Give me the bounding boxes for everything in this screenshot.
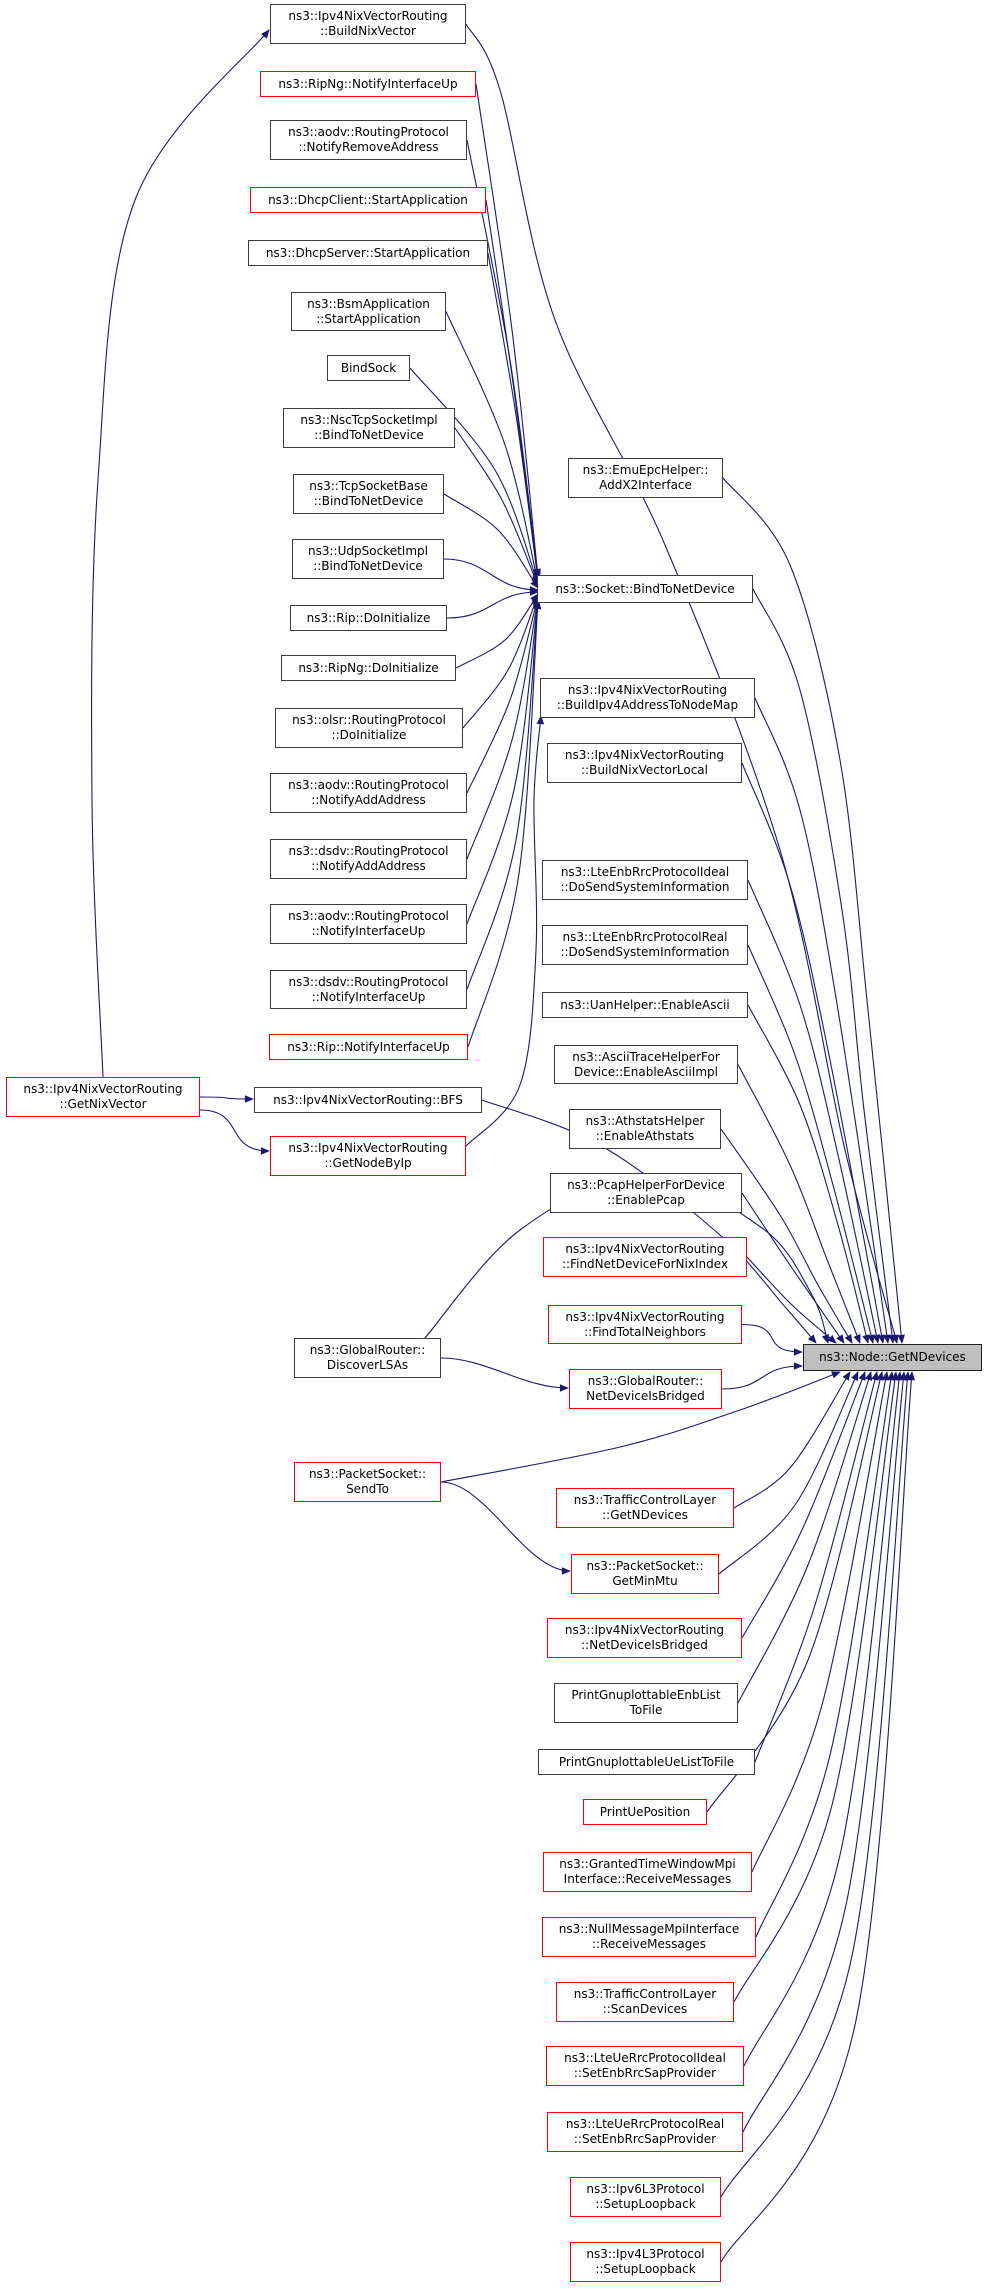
edge-rip-notifyinterfaceup-to-socket-bind — [468, 601, 538, 1047]
edge-getnixvector-to-bfs — [200, 1097, 253, 1099]
graph-node-label: ::SetupLoopback — [595, 2197, 696, 2211]
graph-node-print-enb[interactable] — [554, 1683, 738, 1723]
graph-node-label: ::EnableAthstats — [595, 1129, 695, 1143]
graph-node-dhcpclient-startapplication[interactable] — [250, 187, 486, 213]
edge-tcl-scan-to-getndevices — [734, 1372, 896, 2002]
edge-uan-enableascii-to-getndevices — [748, 1005, 868, 1343]
graph-node-lteenb-ideal[interactable] — [542, 860, 748, 900]
graph-node-label: ns3::Rip::NotifyInterfaceUp — [287, 1039, 450, 1054]
graph-node-label: ::DoSendSystemInformation — [560, 880, 730, 894]
graph-node-dsdv-notifyaddaddress[interactable] — [270, 839, 467, 879]
graph-node-label: ns3::UdpSocketImpl — [308, 544, 428, 558]
graph-node-udpsocketimpl-bind[interactable] — [292, 539, 444, 579]
graph-node-gr-bridged[interactable] — [569, 1369, 722, 1409]
graph-node-label: ns3::Ipv4NixVectorRouting — [565, 1242, 725, 1256]
graph-node-label: ::StartApplication — [316, 311, 421, 326]
graph-node-label: PrintGnuplottableUeListToFile — [558, 1754, 735, 1769]
graph-node-label: ns3::BsmApplication — [307, 296, 430, 311]
graph-node-label: ns3::RipNg::NotifyInterfaceUp — [278, 76, 458, 91]
graph-node-getnixvector[interactable] — [6, 1077, 200, 1117]
graph-node-bindsock[interactable] — [327, 355, 410, 381]
graph-node-label: ns3::UanHelper::EnableAscii — [560, 997, 730, 1012]
graph-node-label: ns3::GlobalRouter:: — [587, 1374, 704, 1388]
graph-node-label: ns3::dsdv::RoutingProtocol — [288, 974, 449, 989]
graph-node-label: ns3::Socket::BindToNetDevice — [555, 581, 735, 596]
graph-node-bsm-startapplication[interactable] — [291, 292, 446, 331]
graph-node-label: ns3::Ipv4NixVectorRouting — [567, 683, 728, 697]
graph-node-label: ::SetupLoopback — [595, 2262, 696, 2276]
graph-node-uan-enableascii[interactable] — [542, 992, 748, 1018]
edge-granted-mpi-to-getndevices — [752, 1372, 887, 1872]
graph-node-discoverlsas[interactable] — [294, 1338, 441, 1378]
graph-node-label: PrintGnuplottableEnbList — [571, 1688, 721, 1702]
graph-node-label: ns3::LteEnbRrcProtocolIdeal — [560, 865, 730, 879]
edge-ascii-impl-to-getndevices — [738, 1065, 860, 1344]
graph-node-label: ::BindToNetDevice — [314, 428, 424, 442]
graph-node-label: ns3::Ipv6L3Protocol — [586, 2182, 705, 2196]
edge-gr-bridged-to-getndevices — [722, 1366, 802, 1389]
graph-node-pcap[interactable] — [550, 1173, 742, 1213]
graph-node-rip-notifyinterfaceup[interactable] — [269, 1034, 468, 1060]
graph-node-label: ns3::TrafficControlLayer — [573, 1493, 717, 1507]
graph-node-label: ::NotifyAddAddress — [311, 859, 426, 873]
graph-node-label: ::FindNetDeviceForNixIndex — [562, 1257, 728, 1271]
graph-node-label: GetMinMtu — [612, 1574, 678, 1588]
graph-node-label: ns3::Ipv4L3Protocol — [586, 2247, 705, 2261]
graph-node-rip-doinitialize[interactable] — [290, 605, 447, 631]
edge-tcl-getndevices-to-getndevices — [734, 1372, 850, 1508]
edge-aodv-notifyinterfaceup-to-socket-bind — [467, 599, 538, 924]
graph-node-label: ns3::LteUeRrcProtocolIdeal — [564, 2051, 726, 2065]
graph-node-nullmsg-mpi[interactable] — [542, 1917, 756, 1957]
graph-node-dsdv-notifyinterfaceup[interactable] — [270, 970, 467, 1009]
graph-node-print-uepos[interactable] — [583, 1799, 707, 1825]
graph-node-label: SendTo — [346, 1482, 389, 1496]
edge-nix-bridged-to-getndevices — [742, 1372, 865, 1638]
graph-node-print-ue[interactable] — [538, 1749, 755, 1775]
edge-discoverlsas-to-gr-bridged — [441, 1358, 568, 1388]
graph-node-label: ns3::aodv::RoutingProtocol — [288, 778, 449, 792]
graph-node-label: ::BindToNetDevice — [313, 559, 423, 573]
graph-node-athstats[interactable] — [569, 1109, 721, 1149]
graph-node-label: ns3::DhcpClient::StartApplication — [268, 192, 468, 207]
graph-node-label: ns3::PacketSocket:: — [308, 1467, 427, 1481]
edge-print-enb-to-getndevices — [738, 1372, 871, 1703]
graph-node-label: ns3::GrantedTimeWindowMpi — [559, 1857, 736, 1871]
graph-node-aodv-notifyremoveaddress[interactable] — [270, 120, 467, 160]
graph-node-label: ns3::TrafficControlLayer — [573, 1987, 717, 2001]
graph-node-label: ns3::AthstatsHelper — [585, 1114, 705, 1128]
graph-node-lteue-real[interactable] — [547, 2112, 743, 2152]
edge-ripng-doinitialize-to-socket-bind — [456, 594, 538, 668]
edge-lteenb-real-to-getndevices — [748, 945, 873, 1343]
graph-node-label: ns3::olsr::RoutingProtocol — [292, 713, 446, 727]
graph-node-ipv6-loopback[interactable] — [570, 2177, 721, 2217]
graph-node-socket-bind[interactable] — [537, 575, 753, 603]
graph-node-build-map[interactable] — [540, 678, 755, 718]
graph-node-label: ::EnablePcap — [607, 1193, 685, 1207]
graph-node-aodv-notifyaddaddress[interactable] — [270, 773, 467, 813]
graph-node-label: Interface::ReceiveMessages — [563, 1872, 732, 1886]
graph-node-label: ns3::DhcpServer::StartApplication — [265, 245, 471, 260]
graph-node-label: ns3::PacketSocket:: — [586, 1559, 704, 1573]
graph-node-label: ::NotifyInterfaceUp — [311, 989, 426, 1004]
graph-node-label: ::SetEnbRrcSapProvider — [573, 2132, 717, 2146]
graph-node-getnodebyip[interactable] — [270, 1136, 466, 1176]
graph-node-build-local[interactable] — [547, 743, 742, 783]
graph-node-ps-getminmtu[interactable] — [571, 1554, 719, 1594]
graph-node-label: NetDeviceIsBridged — [586, 1389, 705, 1403]
graph-node-label: ns3::Ipv4NixVectorRouting — [564, 1623, 725, 1637]
edge-rip-doinitialize-to-socket-bind — [447, 592, 538, 618]
edge-sendto-to-ps-getminmtu — [441, 1482, 570, 1571]
graph-node-label: ns3::Ipv4NixVectorRouting — [564, 748, 725, 762]
graph-node-buildnixvector[interactable] — [270, 4, 466, 44]
graph-node-label: PrintUePosition — [599, 1804, 691, 1819]
graph-node-label: ::BindToNetDevice — [313, 494, 424, 508]
graph-node-label: ns3::Node::GetNDevices — [819, 1350, 966, 1364]
graph-node-label: ns3::LteUeRrcProtocolReal — [565, 2117, 725, 2131]
edge-ipv4-loopback-to-getndevices — [721, 1372, 912, 2262]
graph-node-nix-bridged[interactable] — [547, 1618, 742, 1658]
edge-socket-bind-to-getndevices — [753, 589, 893, 1343]
graph-node-label: ns3::aodv::RoutingProtocol — [288, 125, 449, 139]
graph-node-ripng-notifyinterfaceup[interactable] — [260, 71, 476, 97]
graph-node-label: ns3::NullMessageMpiInterface — [558, 1922, 740, 1936]
edge-getnixvector-to-buildnixvector — [92, 30, 269, 1077]
graph-node-label: ns3::GlobalRouter:: — [309, 1343, 426, 1357]
graph-node-label: ns3::PcapHelperForDevice — [567, 1178, 725, 1192]
graph-node-ascii-impl[interactable] — [554, 1045, 738, 1084]
graph-node-label: ::BuildIpv4AddressToNodeMap — [556, 698, 739, 712]
graph-node-tcl-scan[interactable] — [556, 1982, 734, 2022]
edge-getnixvector-to-getnodebyip — [200, 1110, 269, 1151]
graph-node-label: ::NotifyAddAddress — [311, 793, 426, 807]
graph-node-lteue-ideal[interactable] — [546, 2046, 744, 2086]
graph-node-label: ToFile — [629, 1703, 663, 1717]
graph-node-label: AddX2Interface — [599, 478, 692, 492]
graph-node-label: ns3::Rip::DoInitialize — [306, 610, 431, 625]
graph-node-bfs[interactable] — [254, 1087, 482, 1113]
graph-node-getndevices[interactable] — [803, 1344, 982, 1371]
graph-node-label: ns3::Ipv4NixVectorRouting — [288, 1141, 448, 1155]
graph-node-ipv4-loopback[interactable] — [570, 2242, 721, 2282]
graph-node-label: ::FindTotalNeighbors — [584, 1324, 706, 1339]
edge-dsdv-notifyaddaddress-to-socket-bind — [467, 598, 538, 859]
edge-find-total-to-getndevices — [742, 1325, 802, 1353]
graph-node-label: ns3::Ipv4NixVectorRouting::BFS — [273, 1092, 463, 1107]
edge-print-uepos-to-getndevices — [707, 1372, 882, 1812]
graph-node-label: ns3::LteEnbRrcProtocolReal — [562, 930, 728, 944]
graph-node-ripng-doinitialize[interactable] — [281, 655, 456, 681]
graph-node-label: ns3::Ipv4NixVectorRouting — [23, 1082, 183, 1096]
graph-node-tcl-getndevices[interactable] — [556, 1488, 734, 1528]
graph-node-label: ns3::NscTcpSocketImpl — [300, 413, 438, 427]
graph-node-label: ::BuildNixVector — [320, 24, 416, 38]
graph-node-label: BindSock — [340, 360, 397, 375]
graph-node-label: ::GetNodeByIp — [324, 1156, 412, 1170]
graph-node-label: ::ReceiveMessages — [592, 1937, 706, 1951]
graph-node-label: ::ScanDevices — [602, 2002, 688, 2016]
edge-getnodebyip-to-build-map — [466, 716, 541, 1146]
graph-node-label: ::BuildNixVectorLocal — [581, 763, 708, 777]
edge-build-local-to-getndevices — [742, 763, 883, 1343]
graph-node-label: ns3::RipNg::DoInitialize — [298, 660, 439, 675]
graph-node-label: ::GetNDevices — [602, 1508, 688, 1522]
graph-node-find-total[interactable] — [548, 1305, 742, 1344]
graph-node-label: ns3::TcpSocketBase — [309, 479, 428, 493]
graph-node-label: ::NotifyInterfaceUp — [311, 924, 426, 938]
edge-dhcpserver-startapplication-to-socket-bind — [488, 253, 538, 581]
graph-node-label: ns3::Ipv4NixVectorRouting — [565, 1309, 725, 1324]
graph-node-find-netdev[interactable] — [543, 1237, 747, 1277]
graph-node-label: ::DoSendSystemInformation — [560, 945, 730, 959]
graph-node-label: ns3::dsdv::RoutingProtocol — [288, 844, 449, 858]
edge-find-netdev-to-getndevices — [747, 1257, 836, 1343]
graph-node-lteenb-real[interactable] — [542, 925, 748, 965]
edge-udpsocketimpl-bind-to-socket-bind — [444, 559, 538, 590]
graph-node-label: ns3::aodv::RoutingProtocol — [288, 909, 449, 923]
graph-node-olsr-doinitialize[interactable] — [275, 708, 463, 748]
graph-node-label: ns3::AsciiTraceHelperFor — [572, 1049, 720, 1064]
graph-node-label: ns3::Ipv4NixVectorRouting — [288, 9, 448, 23]
graph-node-label: ::SetEnbRrcSapProvider — [573, 2066, 717, 2080]
graph-node-label: ::GetNixVector — [59, 1097, 147, 1111]
graph-node-label: DiscoverLSAs — [326, 1358, 409, 1372]
edge-lteue-real-to-getndevices — [743, 1372, 904, 2132]
graph-node-aodv-notifyinterfaceup[interactable] — [270, 904, 467, 944]
graph-node-addx2[interactable] — [568, 458, 723, 498]
graph-node-label: ::NetDeviceIsBridged — [581, 1638, 708, 1652]
graph-node-sendto[interactable] — [294, 1462, 441, 1502]
graph-node-tcpsocketbase-bind[interactable] — [293, 474, 444, 514]
graph-node-nsctcp-bind[interactable] — [283, 408, 455, 448]
graph-node-dhcpserver-startapplication[interactable] — [248, 240, 488, 266]
edge-addx2-to-getndevices — [723, 478, 902, 1343]
edge-ps-getminmtu-to-getndevices — [719, 1372, 858, 1574]
graph-node-label: ::DoInitialize — [331, 728, 407, 742]
graph-node-label: ::NotifyRemoveAddress — [298, 140, 439, 154]
graph-node-granted-mpi[interactable] — [543, 1852, 752, 1892]
graph-node-label: Device::EnableAsciiImpl — [574, 1064, 718, 1079]
graph-node-label: ns3::EmuEpcHelper:: — [582, 463, 709, 477]
